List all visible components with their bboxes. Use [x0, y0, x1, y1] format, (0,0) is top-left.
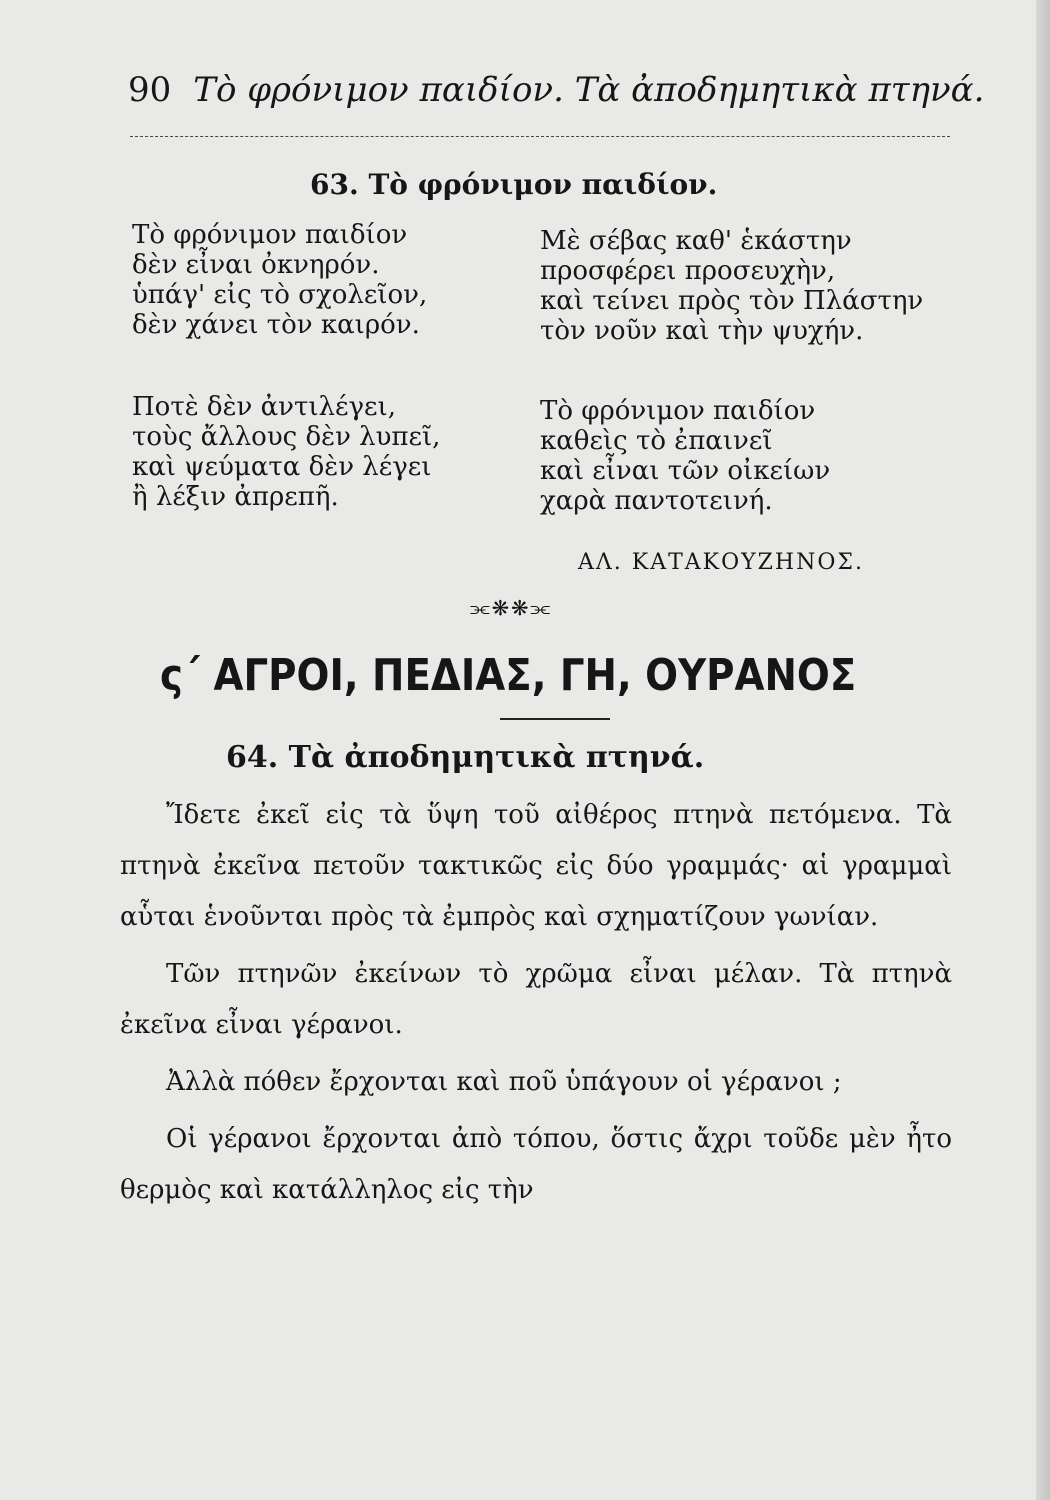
- poem-line: Τὸ φρόνιμον παιδίον: [540, 396, 816, 426]
- poem-line: δὲν εἶναι ὀκνηρόν.: [132, 250, 380, 280]
- poem-line: χαρὰ παντοτεινή.: [540, 486, 773, 516]
- section-title: 64. Τὰ ἀποδημητικὰ πτηνά.: [226, 740, 705, 775]
- header-rule: [130, 136, 950, 137]
- poem-left-stanza-1: [132, 220, 427, 340]
- ornament-divider: ⫘❋❋⫘: [470, 596, 553, 621]
- poem-title: 63. Τὸ φρόνιμον παιδίον.: [310, 168, 718, 201]
- page-number: 90: [128, 70, 172, 110]
- poem-right-stanza-2: [540, 396, 830, 516]
- poem-left-stanza-2: [132, 392, 440, 512]
- poem-line: καὶ τείνει πρὸς τὸν Πλάστην: [540, 286, 924, 316]
- running-title: Τὸ φρόνιμον παιδίον. Τὰ ἀποδημητικὰ πτηνά.: [193, 70, 985, 110]
- paragraph: Τῶν πτηνῶν ἐκείνων τὸ χρῶμα εἶναι μέλαν. Τὰ πτηνὰ ἐκεῖνα εἶναι γέρανοι.: [120, 959, 952, 1040]
- poem-line: Τὸ φρόνιμον παιδίον: [132, 220, 408, 250]
- poem-line: προσφέρει προσευχὴν,: [540, 256, 836, 286]
- paragraph: Οἱ γέρανοι ἔρχονται ἀπὸ τόπου, ὅστις ἄχρι τοῦδε μὲν ἦτο θερμὸς καὶ κατάλληλος εἰς τὴν: [120, 1124, 952, 1205]
- poem-right-stanza-1: [540, 226, 923, 346]
- poem-line: δὲν χάνει τὸν καιρόν.: [132, 310, 420, 340]
- poem-author: ΑΛ. ΚΑΤΑΚΟΥΖΗΝΟΣ.: [578, 550, 864, 575]
- poem-line: καὶ εἶναι τῶν οἰκείων: [540, 456, 831, 486]
- paragraph: Ἴδετε ἐκεῖ εἰς τὰ ὕψη τοῦ αἰθέρος πτηνὰ πετόμενα. Τὰ πτηνὰ ἐκεῖνα πετοῦν τακτικῶς εἰς δύο γραμμάς· αἱ γραμμαὶ αὗται ἑνοῦνται πρὸς τὰ ἐμπρὸς καὶ σχηματίζουν γωνίαν.: [120, 800, 952, 932]
- chapter-title: ς΄ ΑΓΡΟΙ, ΠΕΔΙΑΣ, ΓΗ, ΟΥΡΑΝΟΣ: [160, 650, 857, 701]
- poem-line: ὑπάγ' εἰς τὸ σχολεῖον,: [132, 280, 428, 310]
- poem-line: Μὲ σέβας καθ' ἑκάστην: [540, 226, 852, 256]
- paragraph: Ἀλλὰ πόθεν ἔρχονται καὶ ποῦ ὑπάγουν οἱ γέρανοι ;: [166, 1067, 842, 1097]
- chapter-rule: [500, 718, 610, 720]
- poem-line: Ποτὲ δὲν ἀντιλέγει,: [132, 392, 396, 422]
- poem-line: ἢ λέξιν ἀπρεπῆ.: [132, 482, 339, 512]
- poem-line: τοὺς ἄλλους δὲν λυπεῖ,: [132, 422, 441, 452]
- poem-line: καθεὶς τὸ ἐπαινεῖ: [540, 426, 773, 456]
- page-edge: [1036, 0, 1050, 1500]
- running-header: [128, 70, 985, 110]
- poem-line: τὸν νοῦν καὶ τὴν ψυχήν.: [540, 316, 864, 346]
- poem-line: καὶ ψεύματα δὲν λέγει: [132, 452, 432, 482]
- section-body: [120, 790, 952, 1216]
